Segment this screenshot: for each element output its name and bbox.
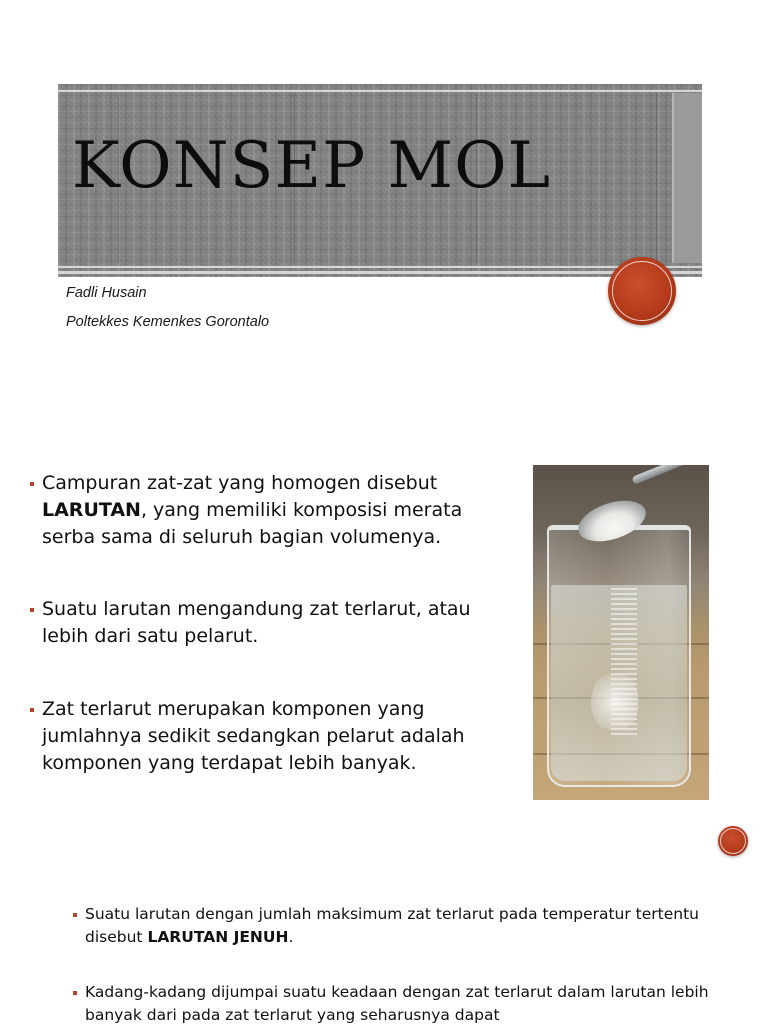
bullet-emphasis: LARUTAN JENUH (147, 928, 289, 946)
institution-name: Poltekkes Kemenkes Gorontalo (66, 314, 270, 330)
bullet-emphasis: LARUTAN (42, 499, 141, 521)
decorative-medallion-icon (718, 826, 748, 856)
salt-in-water-photo (533, 465, 709, 800)
bullet-list-2 (73, 903, 713, 1027)
bullet-text: . (288, 928, 294, 946)
list-item: Suatu larutan mengandung zat terlarut, atau lebih dari satu pelarut. (30, 596, 520, 650)
bullet-text: Campuran zat-zat yang homogen disebut (42, 472, 438, 494)
title-slide (0, 0, 768, 400)
band-divider (656, 93, 657, 263)
bullet-list (30, 470, 520, 777)
band-rule-bottom (58, 271, 702, 274)
list-item: Zat terlarut merupakan komponen yang jumlahnya sedikit sedangkan pelarut adalah komponen yang terdapat lebih banyak. (30, 696, 520, 777)
band-rule-bottom (58, 266, 702, 268)
glass-icon (547, 525, 691, 787)
band-right-strip (672, 93, 702, 263)
list-item: Kadang-kadang dijumpai suatu keadaan dengan zat terlarut dalam larutan lebih banyak dari pada zat terlarut yang seharusnya dapat (73, 981, 713, 1027)
slide-title: KONSEP MOL (72, 129, 552, 203)
dissolving-salt (591, 670, 639, 734)
bullet-text: , yang memiliki komposisi merata serba sama di seluruh bagian volumenya. (42, 499, 463, 548)
decorative-medallion-icon (608, 257, 676, 325)
list-item (30, 470, 520, 551)
author-name: Fadli Husain (66, 285, 147, 301)
spoon-handle (632, 465, 709, 485)
bullet-text: Suatu larutan dengan jumlah maksimum zat terlarut pada temperatur tertentu disebut (85, 905, 700, 946)
band-rule-top (58, 90, 702, 92)
list-item (73, 903, 713, 949)
